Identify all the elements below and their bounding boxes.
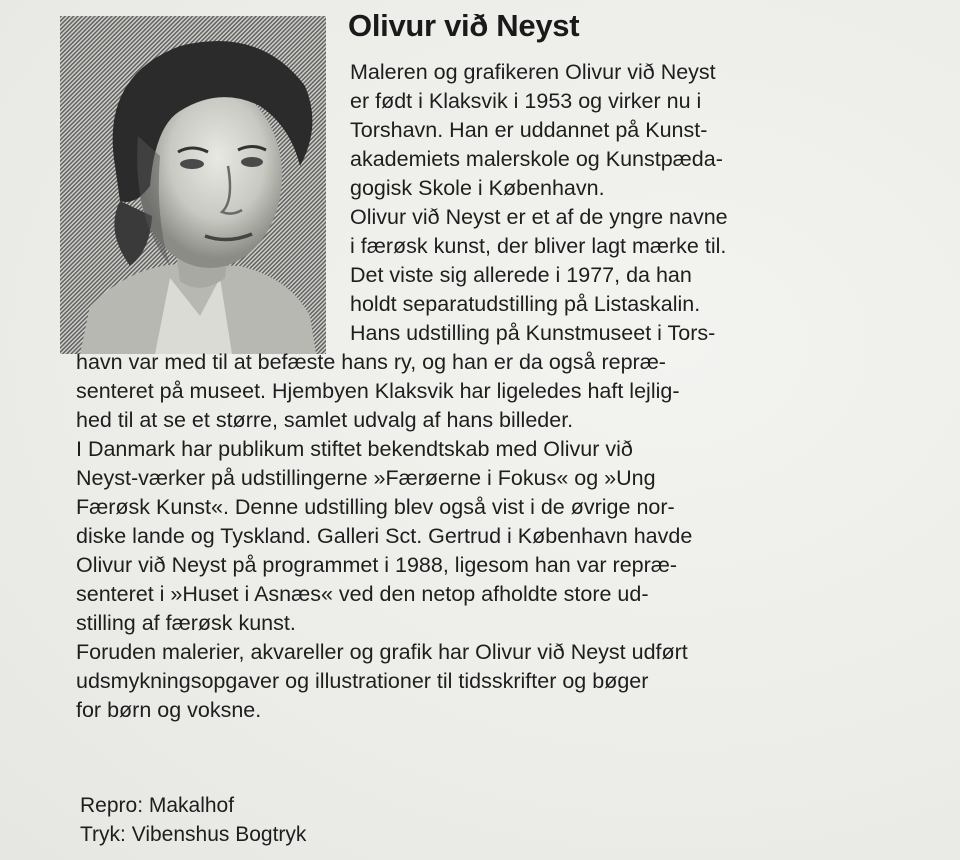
page-title: Olivur við Neyst xyxy=(348,8,580,43)
text-line: hed til at se et større, samlet udvalg af hans billeder. xyxy=(76,408,574,432)
text-line: er født i Klaksvik i 1953 og virker nu i xyxy=(350,89,702,113)
text-line: akademiets malerskole og Kunstpæda- xyxy=(350,147,723,171)
text-line: holdt separatudstilling på Listaskalin. xyxy=(350,292,701,316)
text-line: diske lande og Tyskland. Galleri Sct. Gertrud i København havde xyxy=(76,524,693,548)
text-line: gogisk Skole i København. xyxy=(350,176,605,200)
text-line: Det viste sig allerede i 1977, da han xyxy=(350,263,692,287)
text-line: Torshavn. Han er uddannet på Kunst- xyxy=(350,118,708,142)
text-line: Maleren og grafikeren Olivur við Neyst xyxy=(350,60,716,84)
print-credit: Tryk: Vibenshus Bogtryk xyxy=(80,823,307,846)
text-line: Olivur við Neyst er et af de yngre navne xyxy=(350,205,728,229)
portrait-photo-icon xyxy=(60,16,326,354)
repro-credit: Repro: Makalhof xyxy=(80,794,235,817)
text-line: Neyst-værker på udstillingerne »Færøerne i Fokus« og »Ung xyxy=(76,466,656,490)
text-line: udsmykningsopgaver og illustrationer til tidsskrifter og bøger xyxy=(76,669,649,693)
text-line: for børn og voksne. xyxy=(76,698,262,722)
text-line: stilling af færøsk kunst. xyxy=(76,611,296,635)
text-line: i færøsk kunst, der bliver lagt mærke til. xyxy=(350,234,727,258)
text-line: Foruden malerier, akvareller og grafik har Olivur við Neyst udført xyxy=(76,640,688,664)
text-line: I Danmark har publikum stiftet bekendtskab med Olivur við xyxy=(76,437,633,461)
text-line: senteret på museet. Hjembyen Klaksvik har ligeledes haft lejlig- xyxy=(76,379,680,403)
text-line: Hans udstilling på Kunstmuseet i Tors- xyxy=(350,321,716,345)
text-line: havn var med til at befæste hans ry, og han er da også repræ- xyxy=(76,350,666,374)
artist-portrait-photo xyxy=(60,16,326,354)
text-line: Færøsk Kunst«. Denne udstilling blev også vist i de øvrige nor- xyxy=(76,495,675,519)
text-line: Olivur við Neyst på programmet i 1988, ligesom han var repræ- xyxy=(76,553,678,577)
text-line: senteret i »Huset i Asnæs« ved den netop afholdte store ud- xyxy=(76,582,649,606)
